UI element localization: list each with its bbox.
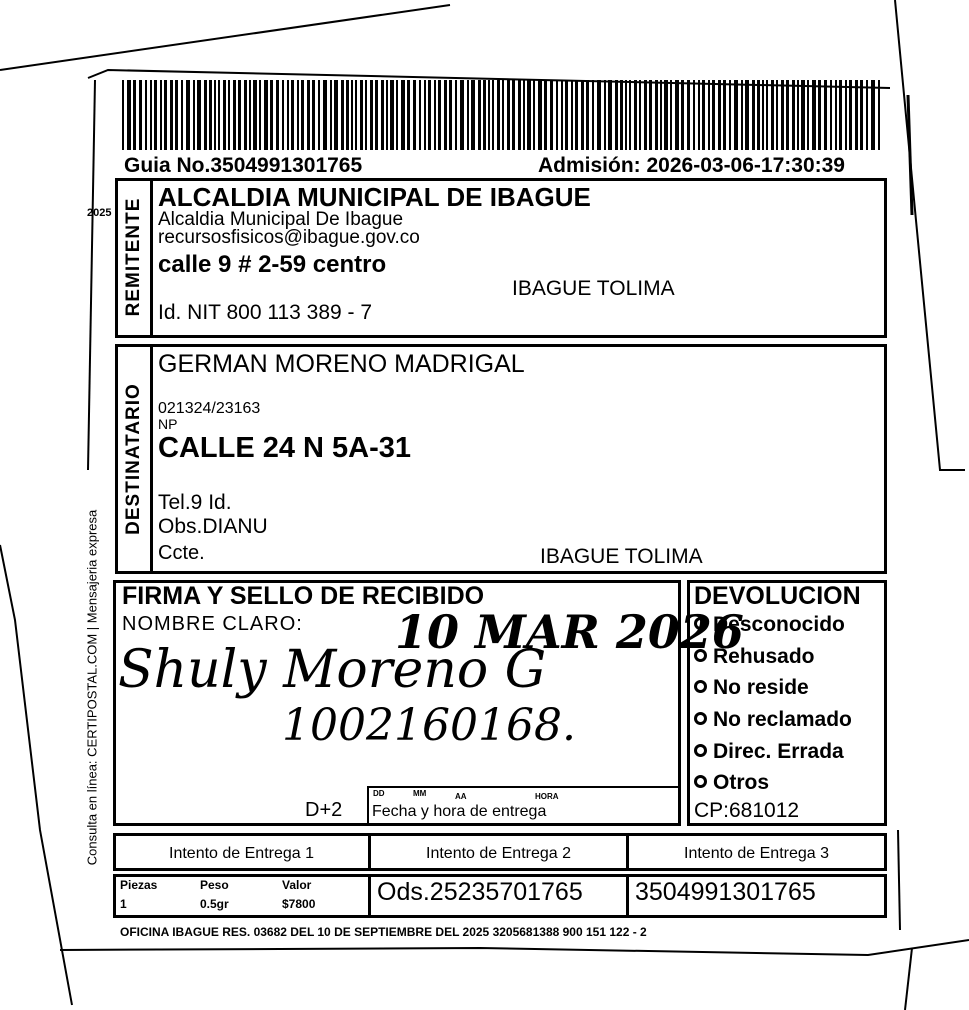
radio-icon [694, 744, 707, 757]
barcode-bar [855, 80, 858, 150]
barcode-bar [586, 80, 589, 150]
barcode-bar [341, 80, 344, 150]
barcode-bar [323, 80, 327, 150]
barcode-bar [866, 80, 868, 150]
barcode-bar [355, 80, 357, 150]
barcode-bar [512, 80, 515, 150]
barcode-bar [766, 80, 768, 150]
barcode-bar [634, 80, 637, 150]
barcode-bar [164, 80, 167, 150]
barcode-bar [830, 80, 832, 150]
recipient-np: NP [158, 416, 178, 432]
date-header-mm: MM [413, 789, 427, 798]
pieces-value: 1 [120, 897, 127, 911]
barcode-bar [175, 80, 178, 150]
barcode-bar [197, 80, 201, 150]
value-header: Valor [282, 878, 312, 892]
barcode-bar [297, 80, 299, 150]
barcode [122, 80, 884, 150]
barcode-bar [330, 80, 332, 150]
barcode-bar [608, 80, 612, 150]
barcode-bar [181, 80, 183, 150]
barcode-bar [351, 80, 353, 150]
barcode-bar [238, 80, 241, 150]
barcode-bar [771, 80, 774, 150]
barcode-bar [259, 80, 261, 150]
barcode-bar [670, 80, 672, 150]
sender-contact: Alcaldia Municipal De Ibague [158, 209, 404, 230]
barcode-bar [533, 80, 535, 150]
barcode-bar [390, 80, 394, 150]
recipient-ref: 021324/23163 [158, 400, 261, 417]
barcode-bar [209, 80, 212, 150]
barcode-bar [835, 80, 837, 150]
barcode-bar [723, 80, 726, 150]
barcode-bar [287, 80, 289, 150]
barcode-bar [360, 80, 363, 150]
date-header-hora: HORA [535, 792, 559, 801]
barcode-bar [312, 80, 315, 150]
admission-date: Admisión: 2026-03-06-17:30:39 [538, 154, 845, 177]
barcode-bar [386, 80, 388, 150]
barcode-bar [550, 80, 553, 150]
barcode-bar [561, 80, 563, 150]
barcode-bar [571, 80, 573, 150]
sender-name: ALCALDIA MUNICIPAL DE IBAGUE [158, 182, 591, 212]
barcode-bar [839, 80, 842, 150]
side-text: Consulta en línea: CERTIPOSTAL.COM | Mensajeria expresa [84, 509, 100, 866]
barcode-bar [762, 80, 764, 150]
barcode-bar [849, 80, 852, 150]
barcode-bar [681, 80, 684, 150]
return-option-rehusado[interactable]: Rehusado [694, 645, 815, 669]
barcode-bar [708, 80, 710, 150]
barcode-bar [204, 80, 207, 150]
barcode-bar [712, 80, 715, 150]
barcode-bar [502, 80, 504, 150]
barcode-bar [786, 80, 789, 150]
barcode-bar [282, 80, 284, 150]
ods-number: Ods.25235701765 [377, 878, 583, 906]
barcode-bar [655, 80, 658, 150]
barcode-bar [592, 80, 594, 150]
sender-id: Id. NIT 800 113 389 - 7 [158, 301, 373, 324]
barcode-bar [523, 80, 525, 150]
attempt-1: Intento de Entrega 1 [169, 845, 314, 862]
barcode-bar [556, 80, 558, 150]
weight-value: 0.5gr [200, 897, 229, 911]
barcode-bar [538, 80, 542, 150]
barcode-bar [483, 80, 486, 150]
sender-email: recursosfisicos@ibague.gov.co [158, 227, 420, 248]
barcode-bar [193, 80, 195, 150]
barcode-bar [301, 80, 304, 150]
attempt-2: Intento de Entrega 2 [426, 845, 571, 862]
barcode-bar [644, 80, 647, 150]
barcode-bar [428, 80, 431, 150]
barcode-bar [407, 80, 410, 150]
barcode-bar [419, 80, 421, 150]
barcode-bar [122, 80, 124, 150]
barcode-bar [807, 80, 809, 150]
barcode-bar [253, 80, 257, 150]
barcode-bar [702, 80, 705, 150]
date-label: Fecha y hora de entrega [372, 803, 547, 820]
barcode-bar [488, 80, 490, 150]
barcode-bar [381, 80, 384, 150]
barcode-bar [507, 80, 510, 150]
barcode-bar [718, 80, 721, 150]
barcode-bar [264, 80, 268, 150]
barcode-bar [693, 80, 695, 150]
barcode-bar [729, 80, 731, 150]
recipient-label: DESTINATARIO [123, 383, 144, 535]
barcode-bar [214, 80, 216, 150]
barcode-bar [449, 80, 452, 150]
recipient-city: IBAGUE TOLIMA [540, 545, 703, 568]
barcode-bar [581, 80, 584, 150]
return-option-otros[interactable]: Otros [694, 771, 769, 795]
recipient-obs: Obs.DIANU [158, 515, 268, 538]
barcode-bar [218, 80, 220, 150]
barcode-bar [660, 80, 662, 150]
barcode-bar [620, 80, 623, 150]
barcode-bar [871, 80, 875, 150]
barcode-bar [276, 80, 279, 150]
barcode-bar [291, 80, 294, 150]
barcode-bar [604, 80, 606, 150]
barcode-bar [776, 80, 778, 150]
pieces-header: Piezas [120, 878, 158, 892]
barcode-bar [233, 80, 236, 150]
barcode-bar [186, 80, 190, 150]
barcode-bar [639, 80, 641, 150]
barcode-bar [527, 80, 531, 150]
barcode-bar [307, 80, 310, 150]
barcode-bar [649, 80, 652, 150]
barcode-bar [244, 80, 247, 150]
barcode-bar [223, 80, 226, 150]
barcode-bar [734, 80, 738, 150]
barcode-bar [741, 80, 743, 150]
barcode-bar [575, 80, 578, 150]
barcode-bar [375, 80, 378, 150]
return-option-desconocido[interactable]: Desconocido [694, 613, 845, 637]
radio-icon [694, 617, 707, 630]
barcode-bar [544, 80, 547, 150]
barcode-bar [455, 80, 457, 150]
barcode-bar [745, 80, 749, 150]
barcode-bar [757, 80, 760, 150]
barcode-bar [698, 80, 700, 150]
tracking-number: 3504991301765 [635, 878, 816, 906]
barcode-bar [675, 80, 679, 150]
signature-title: FIRMA Y SELLO DE RECIBIDO [122, 582, 485, 610]
sender-address: calle 9 # 2-59 centro [158, 251, 387, 278]
barcode-bar [334, 80, 338, 150]
barcode-bar [396, 80, 398, 150]
barcode-bar [346, 80, 349, 150]
recipient-address: CALLE 24 N 5A-31 [158, 432, 412, 464]
sender-label: REMITENTE [123, 197, 144, 317]
recipient-tel: Tel.9 Id. [158, 491, 232, 514]
date-header-dd: DD [373, 789, 385, 798]
barcode-bar [792, 80, 795, 150]
barcode-bar [752, 80, 755, 150]
barcode-bar [228, 80, 230, 150]
barcode-bar [497, 80, 500, 150]
barcode-bar [467, 80, 469, 150]
radio-icon [694, 680, 707, 693]
handwritten-name: Shuly Moreno G [118, 640, 547, 700]
barcode-bar [478, 80, 481, 150]
barcode-bar [133, 80, 136, 150]
radio-icon [694, 649, 707, 662]
return-option-no-reside[interactable]: No reside [694, 676, 809, 700]
barcode-bar [365, 80, 367, 150]
return-option-direc-errada[interactable]: Direc. Errada [694, 740, 844, 764]
barcode-bar [444, 80, 447, 150]
barcode-bar [170, 80, 173, 150]
barcode-bar [434, 80, 436, 150]
year-mark: 2025 [87, 207, 112, 219]
barcode-bar [615, 80, 618, 150]
barcode-bar [597, 80, 601, 150]
price-value: $7800 [282, 897, 316, 911]
stamp-date: 10 MAR 2026 [395, 605, 744, 659]
barcode-bar [460, 80, 464, 150]
radio-icon [694, 775, 707, 788]
barcode-bar [154, 80, 157, 150]
barcode-bar [845, 80, 847, 150]
barcode-bar [518, 80, 521, 150]
barcode-bar [424, 80, 426, 150]
recipient-ccte: Ccte. [158, 542, 205, 564]
barcode-bar [318, 80, 320, 150]
barcode-bar [625, 80, 627, 150]
barcode-bar [797, 80, 799, 150]
barcode-bar [687, 80, 690, 150]
handwritten-id: 1002160168. [282, 700, 576, 751]
radio-icon [694, 712, 707, 725]
attempt-3: Intento de Entrega 3 [684, 845, 829, 862]
weight-header: Peso [200, 878, 229, 892]
barcode-bar [878, 80, 880, 150]
barcode-bar [160, 80, 162, 150]
barcode-bar [818, 80, 821, 150]
barcode-bar [471, 80, 475, 150]
barcode-bar [413, 80, 416, 150]
barcode-bar [629, 80, 631, 150]
return-title: DEVOLUCION [694, 582, 861, 610]
barcode-bar [438, 80, 441, 150]
barcode-bar [150, 80, 152, 150]
sender-city: IBAGUE TOLIMA [512, 277, 675, 300]
barcode-bar [664, 80, 668, 150]
barcode-bar [127, 80, 131, 150]
barcode-bar [401, 80, 405, 150]
barcode-bar [812, 80, 816, 150]
name-label: NOMBRE CLARO: [122, 613, 303, 635]
footer-text: OFICINA IBAGUE RES. 03682 DEL 10 DE SEPTIEMBRE DEL 2025 3205681388 900 151 122 - 2 [120, 925, 647, 939]
barcode-bar [860, 80, 863, 150]
recipient-name: GERMAN MORENO MADRIGAL [158, 350, 525, 378]
barcode-bar [824, 80, 827, 150]
date-header-aa: AA [455, 792, 467, 801]
barcode-bar [145, 80, 147, 150]
barcode-bar [492, 80, 494, 150]
barcode-bar [370, 80, 373, 150]
barcode-bar [565, 80, 568, 150]
return-option-no-reclamado[interactable]: No reclamado [694, 708, 852, 732]
barcode-bar [270, 80, 273, 150]
barcode-bar [139, 80, 142, 150]
delivery-term: D+2 [305, 799, 343, 821]
barcode-bar [801, 80, 805, 150]
barcode-bar [249, 80, 251, 150]
return-cp: CP:681012 [694, 799, 800, 822]
barcode-bar [781, 80, 784, 150]
guide-number: Guia No.3504991301765 [124, 154, 363, 177]
